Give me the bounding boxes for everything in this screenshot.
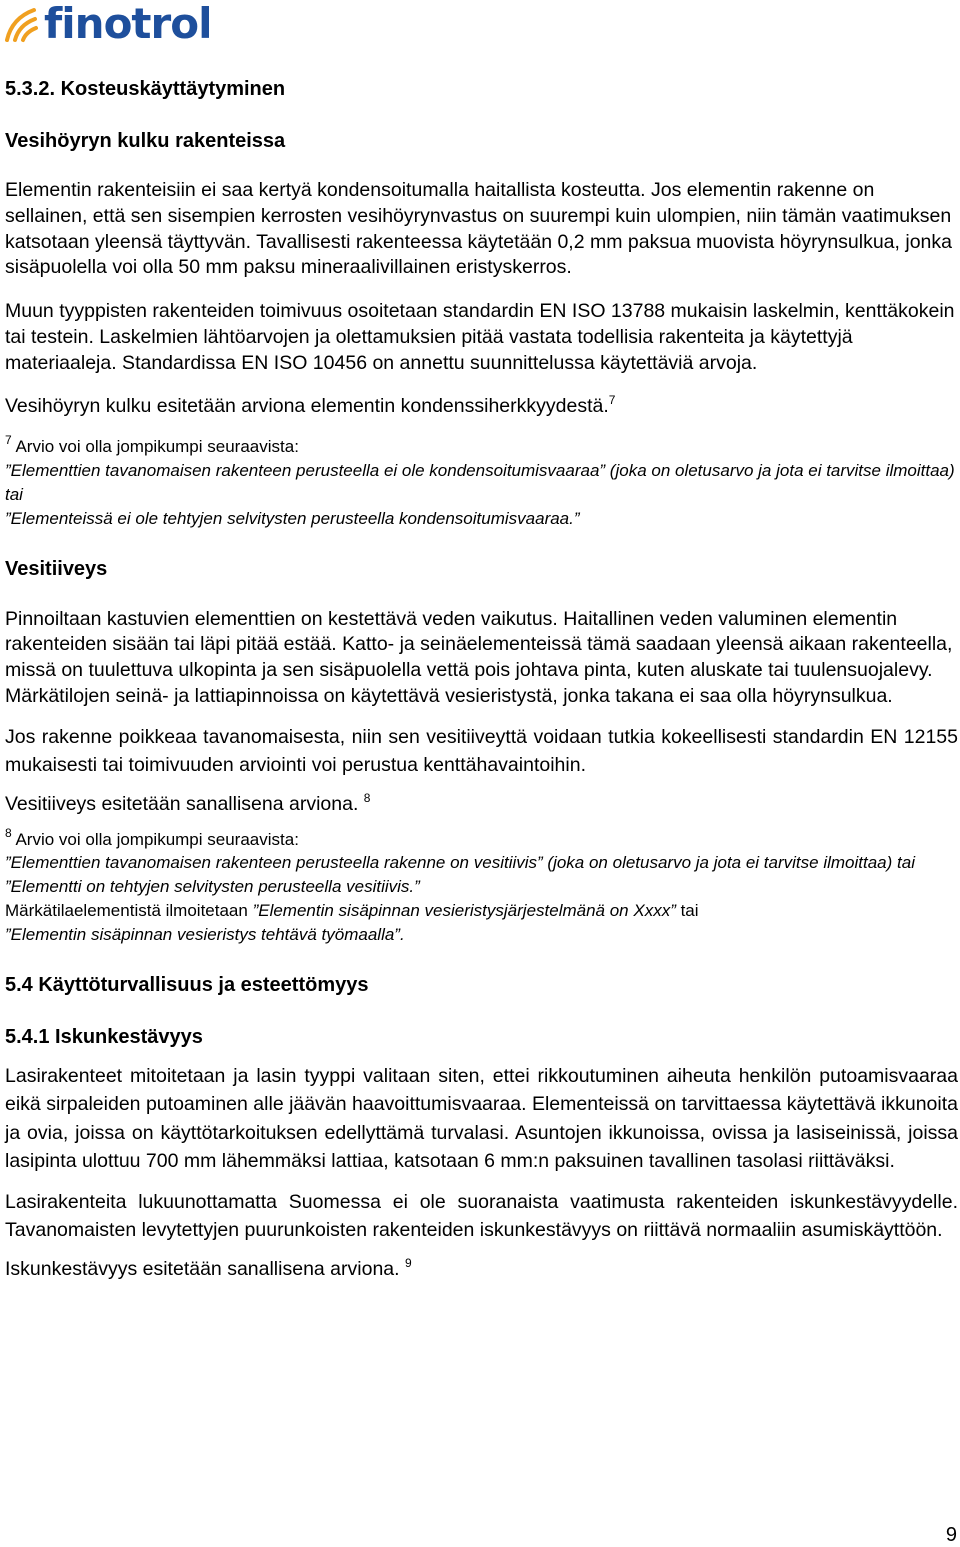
page-number: 9 <box>945 1524 957 1546</box>
paragraph: Vesitiiveys esitetään sanallisena arviona. $^8$ <box>5 790 371 815</box>
footnote-ref-8: 8 <box>363 790 371 805</box>
company-logo <box>4 2 211 46</box>
paragraph: Muun tyyppisten rakenteiden toimivuus osoitetaan standardin EN ISO 13788 mukaisin laskelmin, kenttäkokein tai testein. Laskelmien lähtöarvojen ja olettamuksien pitää vastata todellisia rakenteita ja käytettyjä materiaaleja. Standardissa EN ISO 10456 on annettu suunnittelussa käytettäviä arvoja. <box>5 300 955 374</box>
subheading-vapor-flow: Vesihöyryn kulku rakenteissa <box>5 130 286 152</box>
subheading-impact-resistance: 5.4.1 Iskunkestävyys <box>5 1025 203 1048</box>
logo-wordmark: finotrol <box>44 0 212 48</box>
document-body <box>5 76 958 1282</box>
paragraph: Pinnoiltaan kastuvien elementtien on kestettävä veden vaikutus. Haitallinen veden valuminen elementin rakenteiden sisään tai läpi pitää estää. Katto- ja seinäelementeissä tämä saadaan yleensä aikaan rakenteella, missä on tuulettuva ulkopinta ja sen sisäpuolella vettä pois johtava pinta, kuten aluskate tai tuulensuojalevy. Märkätilojen seinä- ja lattiapinnoissa on käytettävä vesieristystä, jonka takana ei saa olla höyrynsulkua. <box>5 607 953 707</box>
subheading-water-tightness: Vesitiiveys <box>5 557 108 580</box>
paragraph: Lasirakenteet mitoitetaan ja lasin tyyppi valitaan siten, ettei rikkoutuminen aiheuta henkilön putoamisvaaraa eikä sirpaleiden putoaminen alle jäävän haavoittumisvaaraa. Elementeissä on tarvittaessa käytettävä ikkunoita ja ovia, joissa on käyttötarkoituksen edellyttämä turvalasi. Asuntojen ikkunoissa, ovissa ja lasiseinissä, joissa lasipinta ulottuu 700 mm lähemmäksi lattiaa, katsotaan 6 mm:n paksuinen tavallinen tasolasi riittäväksi. <box>5 1064 958 1173</box>
section-heading-5-3-2: 5.3.2. Kosteuskäyttäytyminen <box>5 78 286 100</box>
paragraph: Iskunkestävyys esitetään sanallisena arviona. $^9$ <box>5 1255 412 1280</box>
paragraph: Lasirakenteita lukuunottamatta Suomessa ei ole suoranaista vaatimusta rakenteiden iskunkestävyydelle. Tavanomaisten levytettyjen puurunkoisten rakenteiden iskunkestävyys on riittävä normaaliin asumiskäyttöön. <box>5 1190 958 1242</box>
paragraph: Jos rakenne poikkeaa tavanomaisesta, niin sen vesitiiveyttä voidaan tutkia kokeellisesti standardin EN 12155 mukaisesti tai toimivuuden arviointi voi perustua kenttähavaintoihin. <box>5 725 958 777</box>
footnote-8: $^8$ Arvio voi olla jompikumpi seuraavista: ”Elementtien tavanomaisen rakenteen perusteella rakenne on vesitiivis” (joka on oletusarvo ja jota ei tarvitse ilmoittaa) tai ”Elementti on tehtyjen selvitysten perusteella vesitiivis.” Märkätilaelementistä ilmoitetaan ”Elementin sisäpinnan vesieristysjärjestelmänä on Xxxx” tai ”Elementin sisäpinnan vesieristys tehtävä työmaalla”. <box>5 825 915 944</box>
paragraph: Elementin rakenteisiin ei saa kertyä kondensoitumalla haitallista kosteutta. Jos elementin rakenne on sellainen, että sen sisempien kerrosten vesihöyrynvastus on suurempi kuin ulompien, niin tämän vaatimuksen katsotaan yleensä täyttyvän. Tavallisesti rakenteessa käytetään 0,2 mm paksua muovista höyrynsulkua, jonka sisäpuolella voi olla 50 mm paksu mineraalivillainen eristyskerros. <box>5 179 952 279</box>
logo-wave-icon <box>4 4 42 44</box>
footnote-ref-9: 9 <box>404 1255 412 1270</box>
section-heading-5-4: 5.4 Käyttöturvallisuus ja esteettömyys <box>5 973 369 996</box>
footnote-ref-7: 7 <box>608 392 616 407</box>
paragraph: Vesihöyryn kulku esitetään arviona elementin kondenssiherkkyydestä.$^7$ <box>5 392 616 417</box>
footnote-7: $^7$ Arvio voi olla jompikumpi seuraavista: ”Elementtien tavanomaisen rakenteen perusteella ei ole kondensoitumisvaaraa” (joka on oletusarvo ja jota ei tarvitse ilmoittaa) tai ”Elementeissä ei ole tehtyjen selvitysten perusteella kondensoitumisvaaraa.” <box>5 433 955 528</box>
